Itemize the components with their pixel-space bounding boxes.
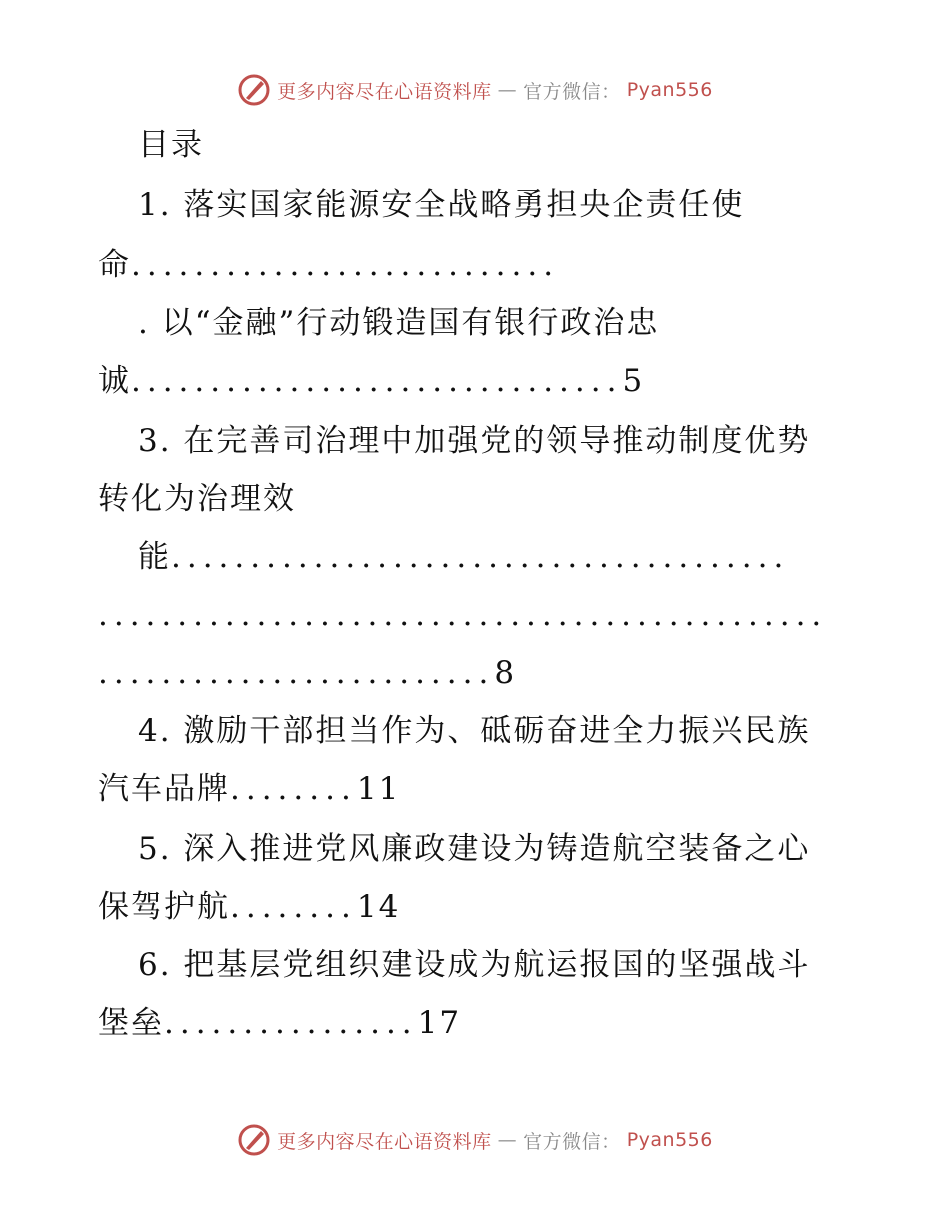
toc-entry-3-line3[interactable] xyxy=(138,532,789,582)
toc-entry-1-line2[interactable] xyxy=(98,240,559,290)
toc-entry-3-text: 能 xyxy=(138,539,171,575)
footer-separator: — xyxy=(497,1129,518,1151)
toc-entry-1-dots: ........................... xyxy=(131,247,560,283)
quill-logo-icon xyxy=(237,73,271,107)
footer-wechat-label: 官方微信： xyxy=(523,1130,621,1153)
toc-entry-5-line1[interactable]: 5. 深入推进党风廉政建设为铸造航空装备之心 xyxy=(138,831,811,867)
toc-entry-2-page: 5 xyxy=(622,363,645,399)
header-wechat-id: Pyan556 xyxy=(626,79,713,101)
toc-entry-3-dots-b: .............................................. xyxy=(98,597,828,633)
toc-entry-4-line2[interactable] xyxy=(98,764,400,814)
toc-entry-6-line1[interactable]: 6. 把基层党组织建设成为航运报国的坚强战斗 xyxy=(138,947,811,983)
toc-entry-5-dots: ........ xyxy=(230,889,357,925)
toc-entry-4-line1[interactable]: 4. 激励干部担当作为、砥砺奋进全力振兴民族 xyxy=(138,713,811,749)
toc-entry-6-page: 17 xyxy=(417,1005,462,1041)
toc-entry-2-line1[interactable]: . 以“金融”行动锻造国有银行政治忠 xyxy=(138,305,660,341)
footer-brand: 更多内容尽在心语资料库 xyxy=(277,1130,492,1153)
toc-entry-2-text: 诚 xyxy=(98,363,131,399)
header-wechat-label: 官方微信： xyxy=(523,80,621,103)
toc-entry-6-line2[interactable] xyxy=(98,998,461,1048)
toc-entry-3-page: 8 xyxy=(494,655,517,691)
toc-entry-5-text: 保驾护航 xyxy=(98,889,230,925)
footer-watermark xyxy=(0,1120,950,1160)
toc-entry-2-line2[interactable] xyxy=(98,356,644,406)
toc-entry-4-page: 11 xyxy=(356,771,401,807)
toc-entry-3-line1[interactable]: 3. 在完善司治理中加强党的领导推动制度优势 xyxy=(138,423,811,459)
toc-entry-1-text: 命 xyxy=(98,247,131,283)
footer-wechat-id: Pyan556 xyxy=(626,1129,713,1151)
toc-entry-2-dots: ............................... xyxy=(131,363,623,399)
toc-entry-3-line5[interactable] xyxy=(98,648,516,698)
toc-entry-3-dots-a: ....................................... xyxy=(171,539,790,575)
toc-entry-4-dots: ........ xyxy=(230,771,357,807)
toc-entry-4-text: 汽车品牌 xyxy=(98,771,230,807)
header-separator: — xyxy=(497,79,518,101)
toc-entry-3-dots-c: ......................... xyxy=(98,655,495,691)
toc-entry-3-line4[interactable] xyxy=(98,590,827,640)
toc-entry-6-dots: ................ xyxy=(164,1005,418,1041)
toc-entry-5-line2[interactable] xyxy=(98,882,400,932)
toc-entry-6-text: 堡垒 xyxy=(98,1005,164,1041)
toc-entry-5-page: 14 xyxy=(356,889,401,925)
quill-logo-icon xyxy=(237,1123,271,1157)
toc-entry-3-line2[interactable]: 转化为治理效 xyxy=(98,481,296,517)
toc-title: 目录 xyxy=(138,127,204,163)
header-watermark xyxy=(0,70,950,110)
toc-entry-1-line1[interactable]: 1. 落实国家能源安全战略勇担央企责任使 xyxy=(138,187,745,223)
header-brand: 更多内容尽在心语资料库 xyxy=(277,80,492,103)
